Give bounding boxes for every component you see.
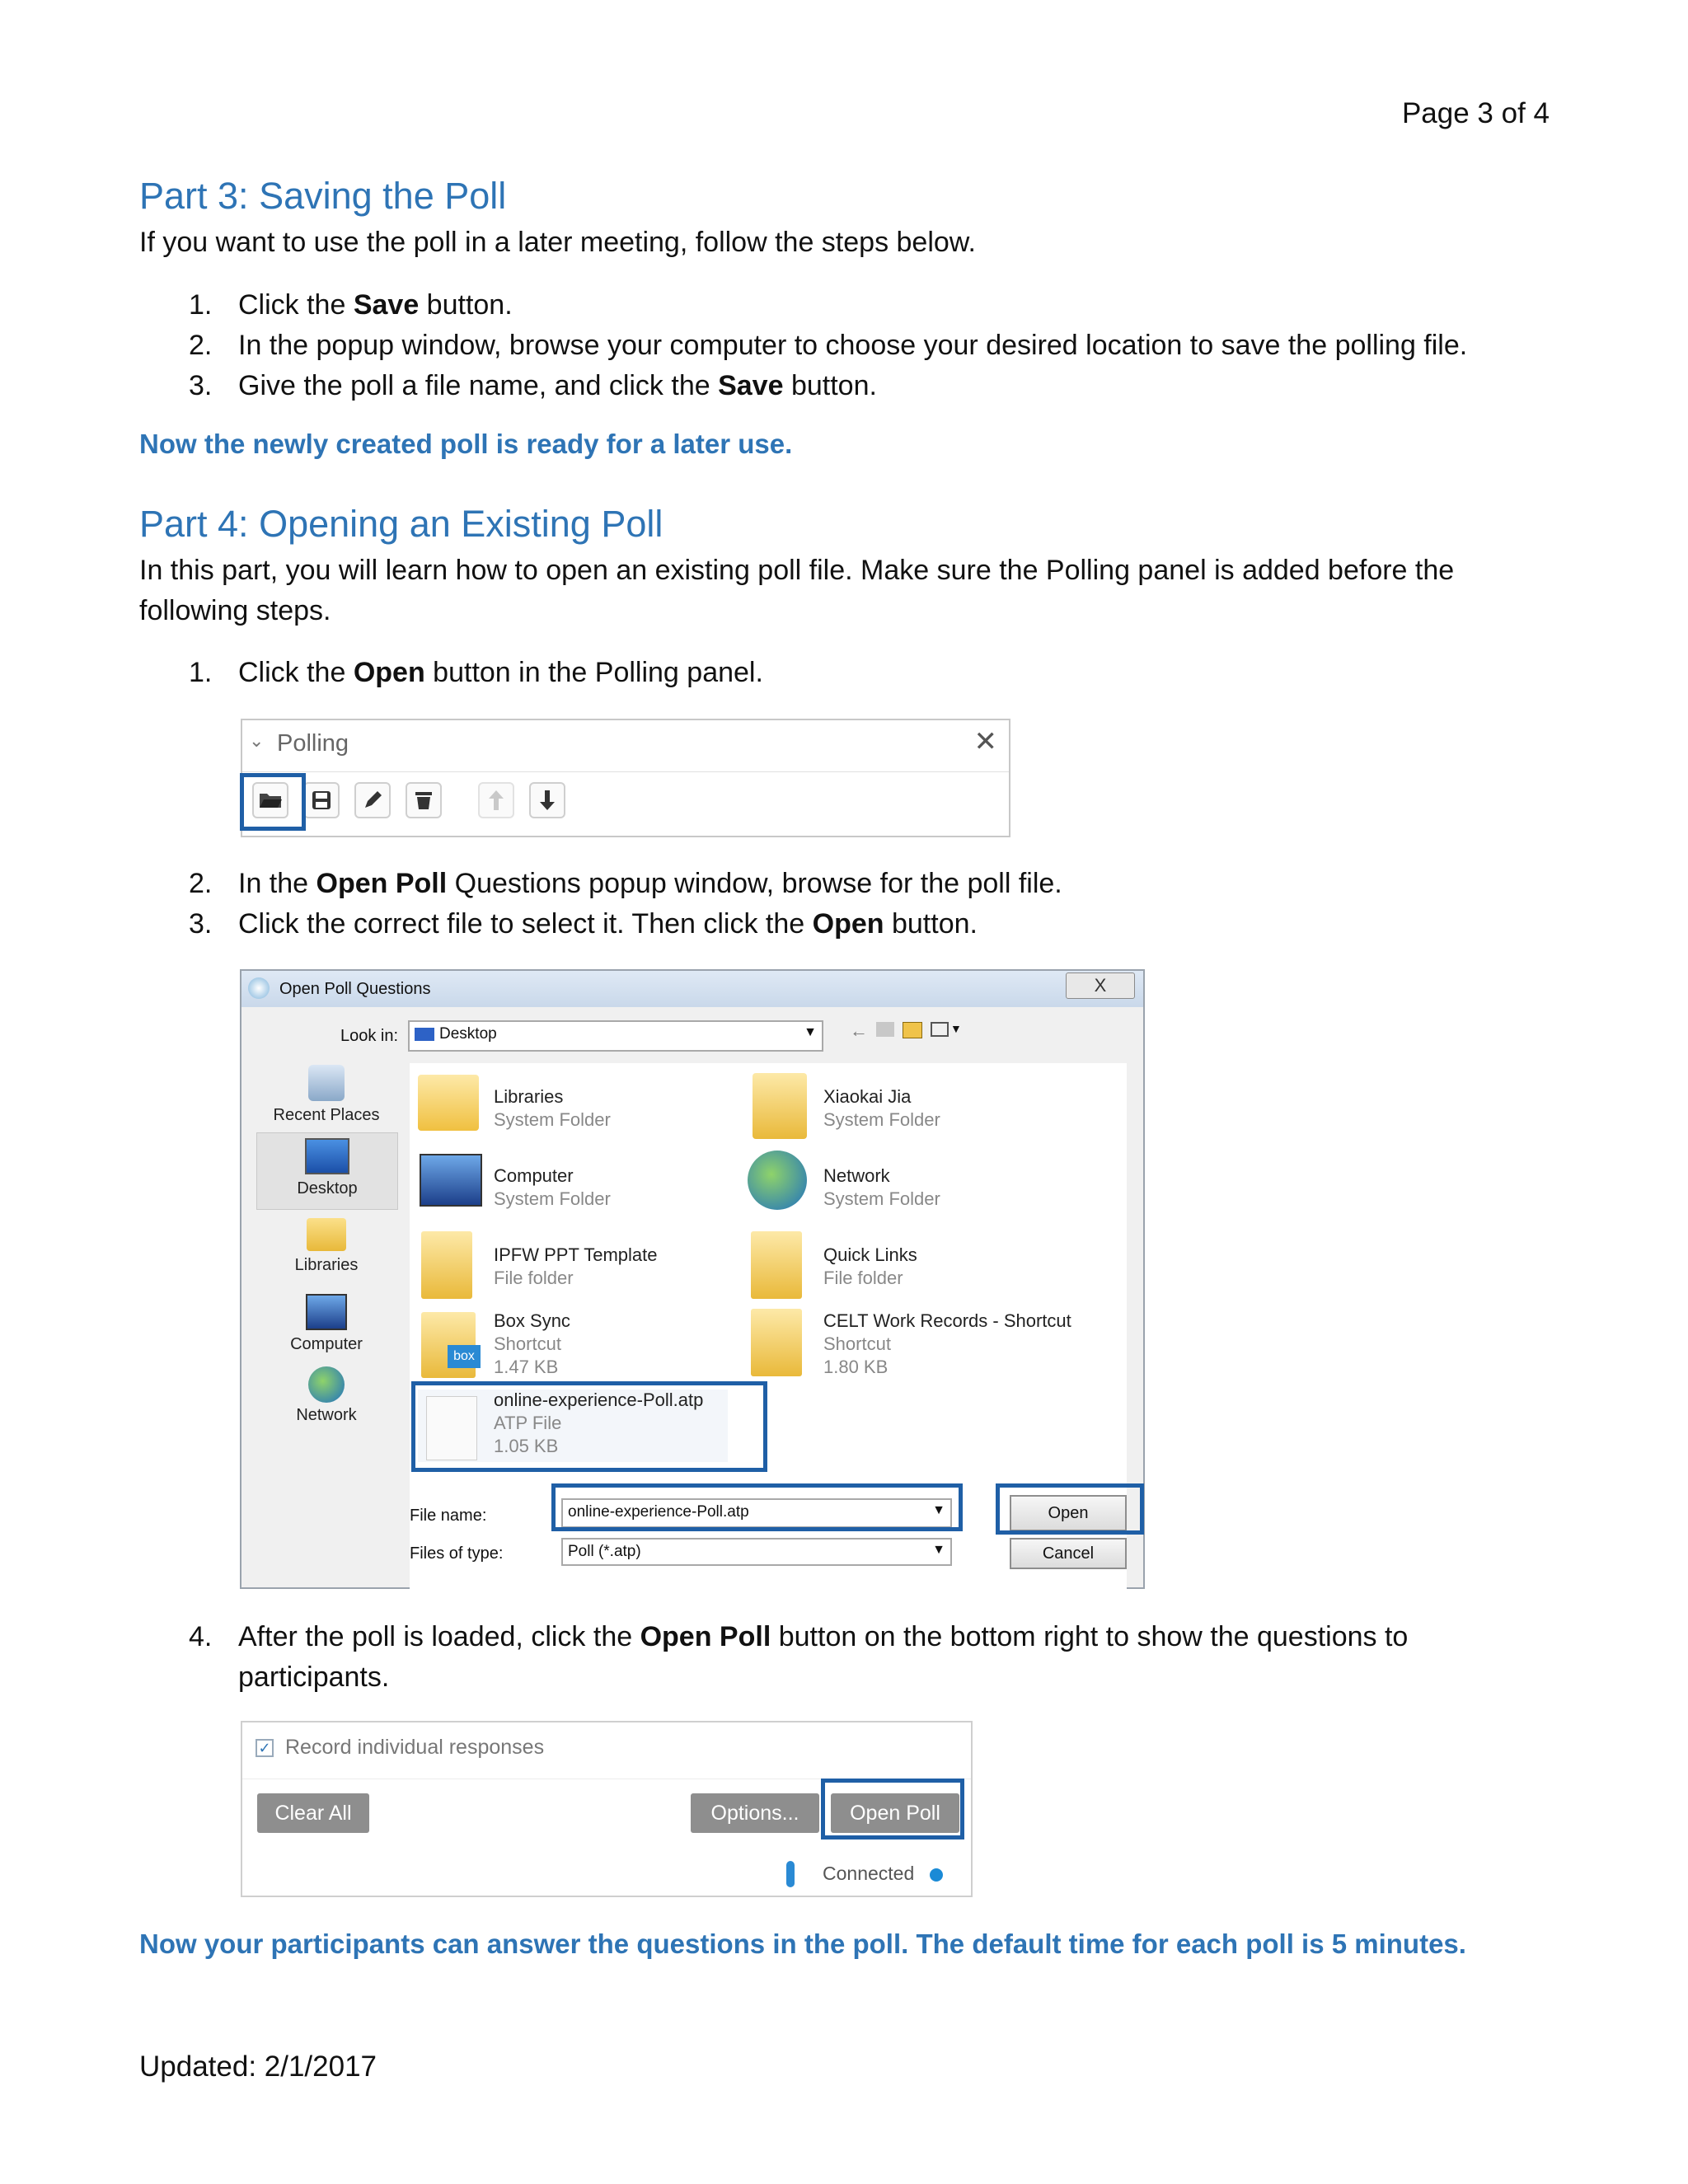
- sidebar-item-libraries[interactable]: [256, 1215, 396, 1275]
- dialog-title: Open Poll Questions: [279, 980, 431, 998]
- step-text: button in the Polling panel.: [424, 657, 763, 688]
- part3-step-2: [189, 326, 1467, 366]
- file-type-label: Files of type:: [410, 1544, 504, 1563]
- file-item-type: System Folder: [823, 1109, 940, 1130]
- step-number: 1.: [189, 289, 213, 321]
- part4-note: Now your participants can answer the questions in the poll. The default time for each poll is 5 minutes.: [139, 1929, 1466, 1959]
- file-item-name[interactable]: Box Sync: [494, 1310, 570, 1331]
- part4-step-1: [189, 653, 763, 693]
- step-text: Click the correct file to select it. Then click the: [238, 908, 813, 940]
- file-name-label: File name:: [410, 1507, 487, 1525]
- sidebar-item-label: Computer: [290, 1335, 363, 1353]
- box-sync-icon: [421, 1312, 476, 1378]
- arrow-up-icon[interactable]: [478, 782, 514, 818]
- clear-all-button[interactable]: Clear All: [257, 1793, 369, 1833]
- close-icon[interactable]: X: [1066, 972, 1135, 999]
- step-bold: Save: [353, 289, 420, 321]
- user-folder-icon: [753, 1073, 807, 1139]
- up-folder-icon[interactable]: [876, 1022, 894, 1037]
- updated-date: Updated: 2/1/2017: [139, 2050, 377, 2083]
- look-in-select[interactable]: [408, 1020, 823, 1052]
- places-sidebar: [250, 1062, 403, 1523]
- back-arrow-icon[interactable]: ←: [850, 1020, 868, 1041]
- part4-intro: In this part, you will learn how to open an existing poll file. Make sure the Polling panel is added before the following steps.: [139, 555, 1455, 626]
- file-item-name[interactable]: Network: [823, 1165, 890, 1186]
- file-item-size: 1.05 KB: [494, 1436, 559, 1456]
- step-text: button.: [884, 908, 978, 940]
- options-button[interactable]: Options...: [691, 1793, 819, 1833]
- step-bold: Save: [718, 370, 784, 401]
- step-text: Questions popup window, browse for the poll file.: [447, 868, 1062, 899]
- page-number: Page 3 of 4: [1401, 97, 1550, 129]
- file-item-type: ATP File: [494, 1413, 562, 1433]
- computer-icon: [420, 1154, 482, 1207]
- arrow-down-icon[interactable]: [529, 782, 565, 818]
- highlight-open-button: [996, 1483, 1144, 1535]
- sidebar-item-computer[interactable]: [256, 1291, 396, 1354]
- file-item-type: System Folder: [823, 1188, 940, 1209]
- step-text: In the popup window, browse your computer to choose your desired location to save the polling file.: [238, 330, 1468, 361]
- file-item-size: 1.47 KB: [494, 1357, 559, 1377]
- step-bold: Open Poll: [316, 868, 448, 899]
- computer-icon: [306, 1294, 347, 1330]
- step-text: In the: [238, 868, 316, 899]
- step-text: Give the poll a file name, and click the: [238, 370, 719, 401]
- file-item-name[interactable]: online-experience-Poll.atp: [494, 1390, 704, 1410]
- step-number: 4.: [189, 1621, 213, 1652]
- sidebar-item-label: Recent Places: [273, 1106, 380, 1124]
- part4-step-4: [189, 1617, 1475, 1698]
- part3-note: Now the newly created poll is ready for a later use.: [139, 429, 793, 459]
- step-text-block: [238, 1617, 1475, 1698]
- folder-shortcut-icon: [751, 1309, 802, 1376]
- step-number: 1.: [189, 657, 213, 688]
- step-number: 2.: [189, 330, 213, 361]
- pencil-icon[interactable]: [354, 782, 391, 818]
- file-item-name[interactable]: IPFW PPT Template: [494, 1244, 658, 1265]
- file-item-type: File folder: [494, 1268, 574, 1288]
- connection-status: Connected: [823, 1863, 915, 1884]
- sidebar-item-label: Libraries: [294, 1256, 359, 1274]
- app-icon: [248, 977, 270, 999]
- part4-heading: Part 4: Opening an Existing Poll: [139, 503, 663, 545]
- step-text: Click the: [238, 657, 354, 688]
- highlight-open-poll-button: [821, 1779, 964, 1840]
- step-text: button on the bottom right to show the questions to participants.: [238, 1621, 1409, 1693]
- new-folder-icon[interactable]: [903, 1022, 922, 1038]
- sidebar-item-label: Desktop: [297, 1179, 358, 1197]
- record-label: Record individual responses: [285, 1736, 545, 1759]
- chevron-down-icon[interactable]: ▼: [804, 1025, 817, 1039]
- file-item-type: System Folder: [494, 1188, 611, 1209]
- folder-icon: [421, 1231, 472, 1299]
- step-number: 3.: [189, 370, 213, 401]
- chevron-down-icon[interactable]: ▼: [932, 1503, 945, 1517]
- step-bold: Open: [812, 908, 884, 940]
- sidebar-item-desktop[interactable]: [256, 1132, 398, 1210]
- part3-step-3: [189, 366, 877, 406]
- recent-places-icon: [308, 1065, 345, 1101]
- file-item-type: Shortcut: [494, 1333, 561, 1354]
- file-name-value: online-experience-Poll.atp: [568, 1503, 749, 1521]
- highlight-selected-file: [411, 1381, 767, 1472]
- open-button[interactable]: Open: [1010, 1495, 1127, 1531]
- file-item-name[interactable]: Xiaokai Jia: [823, 1086, 912, 1107]
- trash-icon[interactable]: [406, 782, 442, 818]
- file-item-name[interactable]: CELT Work Records - Shortcut: [823, 1310, 1071, 1331]
- step-text: button.: [419, 289, 513, 321]
- step-bold: Open: [353, 657, 425, 688]
- chevron-down-icon[interactable]: ▼: [950, 1022, 962, 1035]
- sidebar-item-network[interactable]: [256, 1366, 396, 1425]
- sidebar-item-recent-places[interactable]: [256, 1062, 396, 1125]
- highlight-open-button: [240, 773, 306, 831]
- step-text: After the poll is loaded, click the: [238, 1621, 640, 1652]
- cancel-button[interactable]: Cancel: [1010, 1538, 1127, 1569]
- part3-heading: Part 3: Saving the Poll: [139, 175, 507, 217]
- libraries-icon: [307, 1218, 346, 1251]
- file-type-select[interactable]: [561, 1538, 952, 1566]
- file-item-name[interactable]: Quick Links: [823, 1244, 917, 1265]
- chevron-down-icon[interactable]: ⌄: [249, 730, 265, 751]
- save-icon[interactable]: [303, 782, 340, 818]
- box-badge: box: [448, 1345, 481, 1368]
- microphone-icon: [786, 1861, 795, 1887]
- desktop-icon: [305, 1138, 349, 1174]
- polling-panel-title: Polling: [277, 730, 349, 757]
- step-text: Click the: [238, 289, 354, 321]
- polling-panel: [241, 719, 1010, 837]
- file-item-name[interactable]: Libraries: [494, 1086, 564, 1107]
- step-number: 2.: [189, 868, 213, 899]
- chevron-down-icon[interactable]: ▼: [932, 1543, 945, 1557]
- close-icon[interactable]: ✕: [973, 726, 997, 757]
- step-number: 3.: [189, 908, 213, 940]
- part3-intro: If you want to use the poll in a later meeting, follow the steps below.: [139, 227, 976, 258]
- look-in-value: Desktop: [439, 1025, 497, 1043]
- view-menu-icon[interactable]: [931, 1022, 949, 1037]
- status-dot-icon: [930, 1868, 943, 1882]
- step-text: button.: [783, 370, 877, 401]
- libraries-icon: [418, 1075, 479, 1131]
- part3-step-1: [189, 285, 513, 326]
- file-item-type: Shortcut: [823, 1333, 891, 1354]
- network-icon: [748, 1151, 807, 1210]
- file-item-size: 1.80 KB: [823, 1357, 889, 1377]
- highlight-file-name: [551, 1483, 963, 1531]
- open-poll-button[interactable]: Open Poll: [831, 1793, 959, 1833]
- record-checkbox[interactable]: ✓: [256, 1739, 274, 1757]
- part4-step-3: [189, 904, 978, 944]
- file-item-name[interactable]: Computer: [494, 1165, 574, 1186]
- divider: [242, 771, 1009, 772]
- desktop-icon: [415, 1028, 434, 1041]
- look-in-label: Look in:: [340, 1027, 399, 1045]
- sidebar-item-label: Network: [296, 1406, 357, 1424]
- file-item-type: File folder: [823, 1268, 903, 1288]
- file-type-value: Poll (*.atp): [568, 1543, 641, 1560]
- file-item-type: System Folder: [494, 1109, 611, 1130]
- part4-step-2: [189, 864, 1062, 904]
- folder-icon: [751, 1231, 802, 1299]
- network-icon: [308, 1366, 345, 1403]
- step-bold: Open Poll: [640, 1621, 771, 1652]
